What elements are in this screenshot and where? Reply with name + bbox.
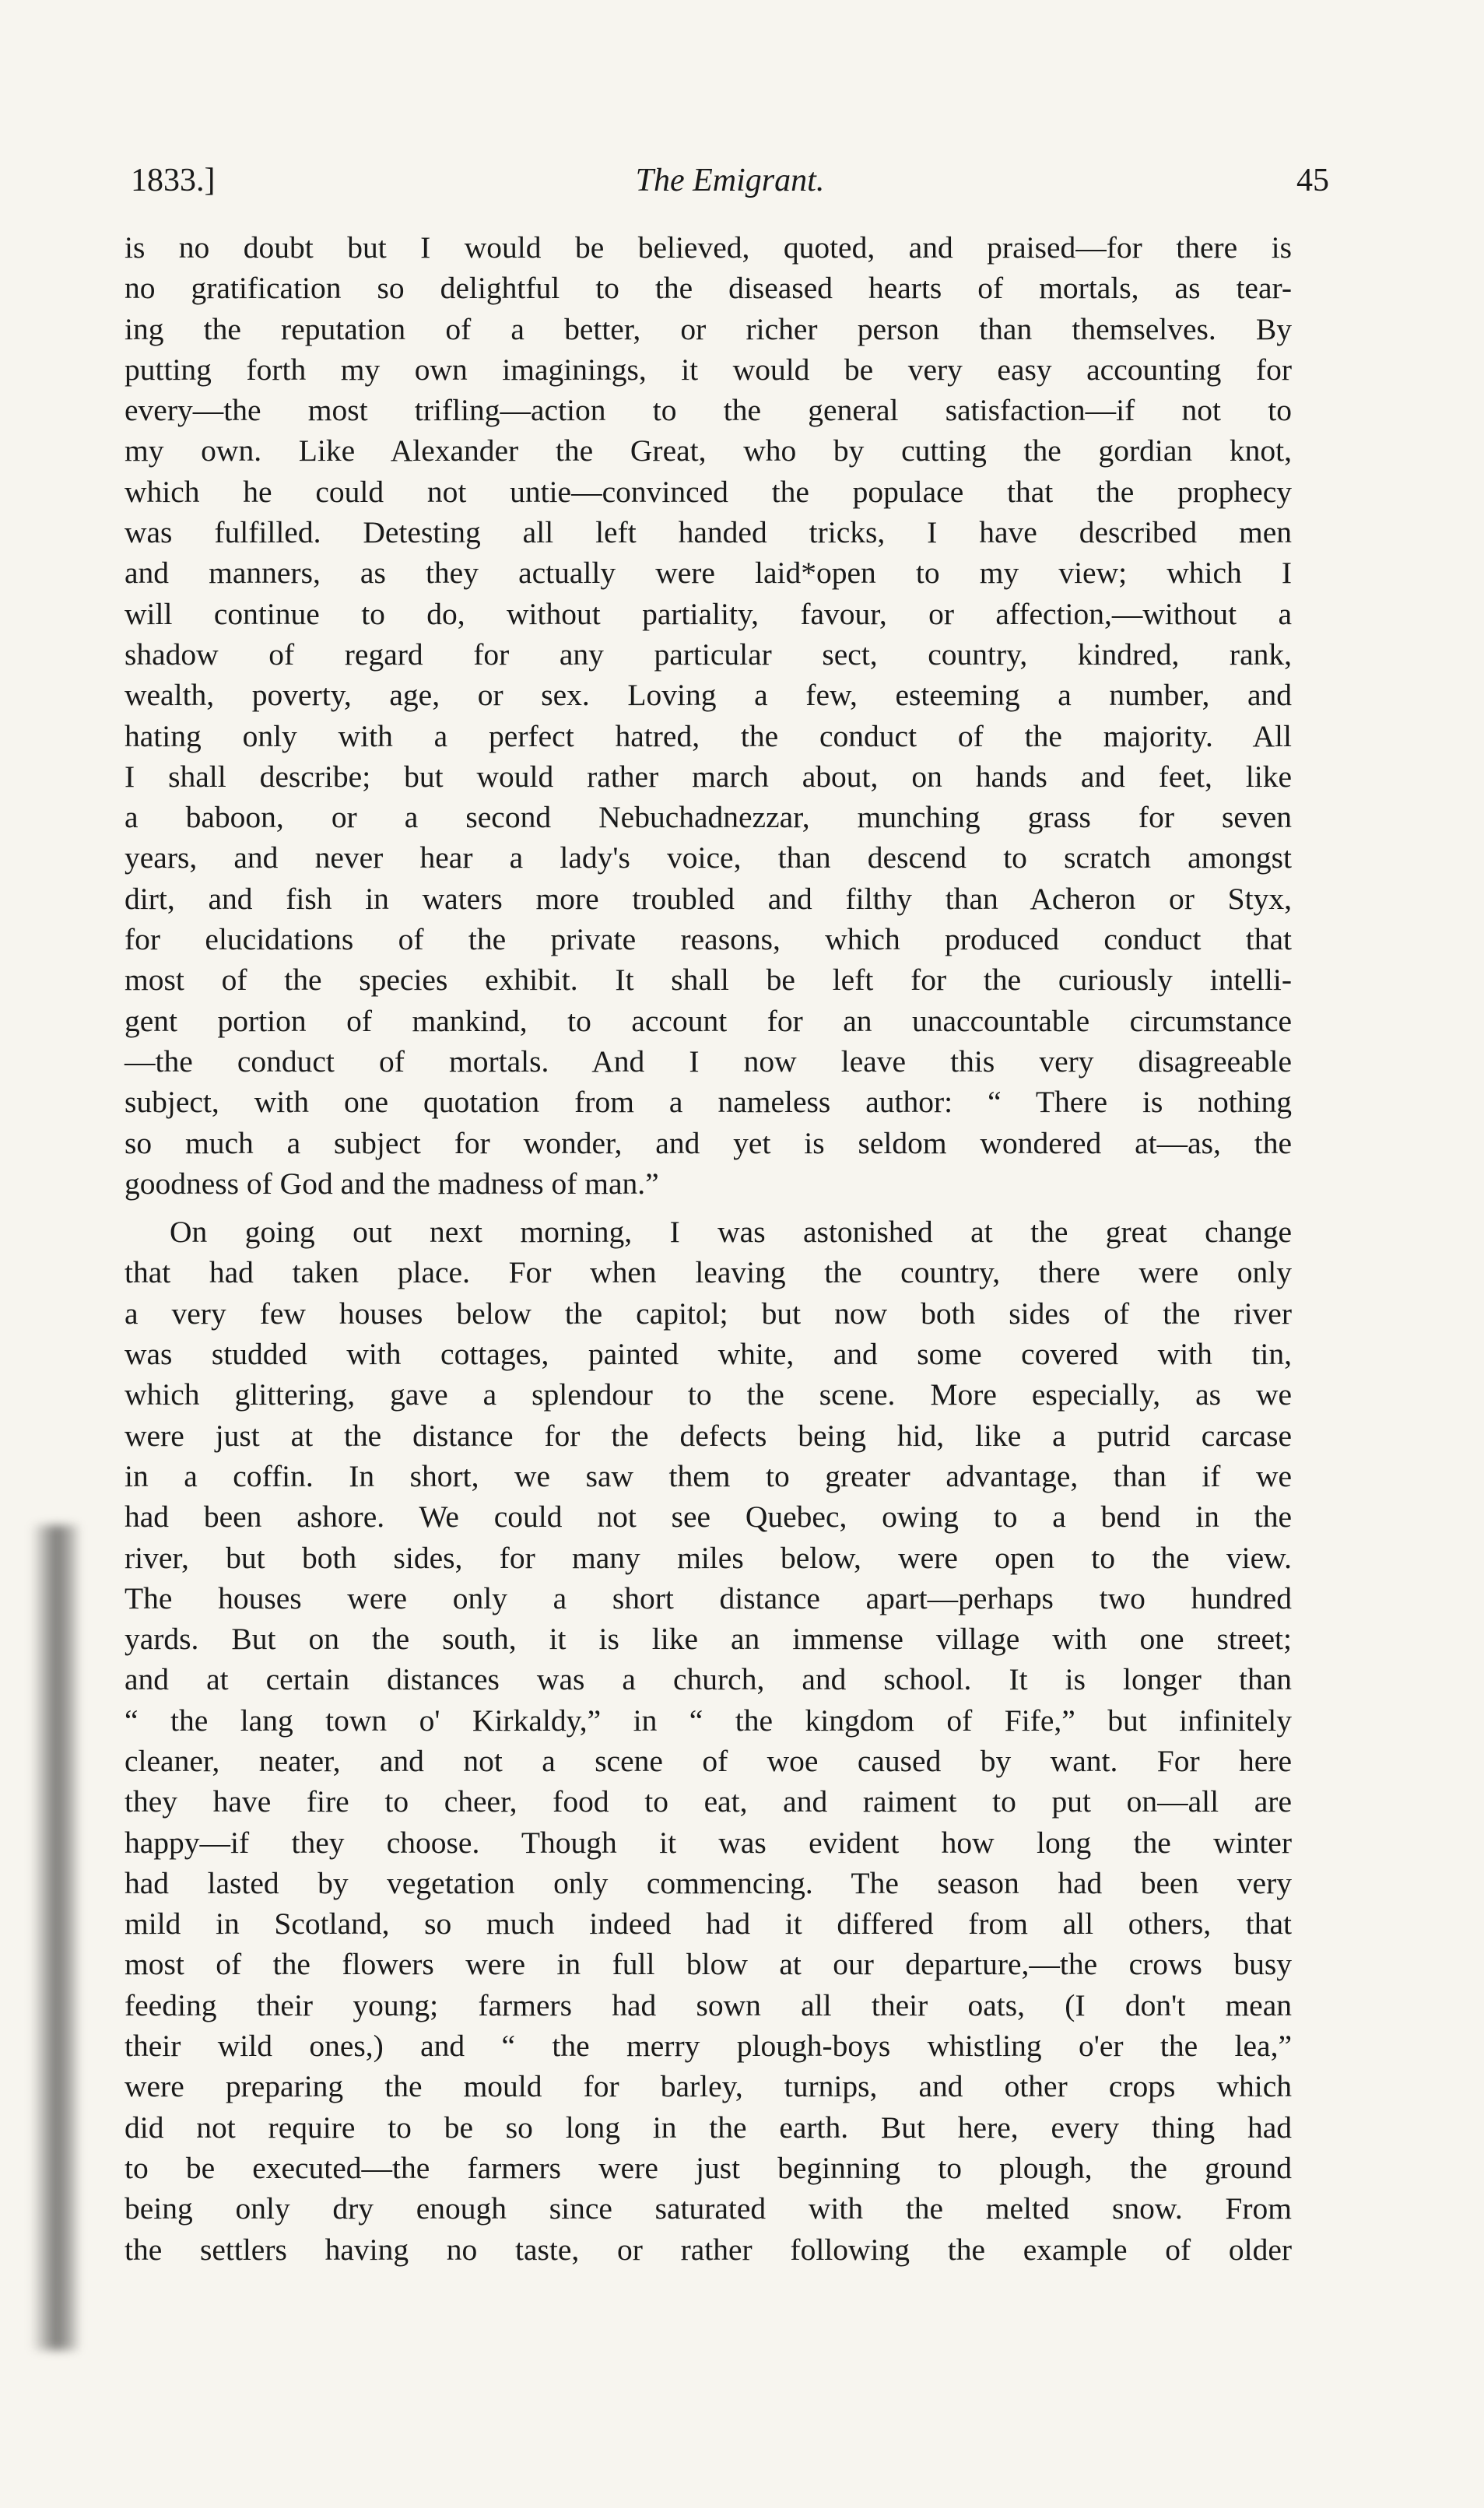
text-line: that had taken place. For when leaving the country, there were only — [125, 1255, 1292, 1290]
text-line: gent portion of mankind, to account for an unaccountable circumstance — [125, 1003, 1292, 1038]
text-line: which glittering, gave a splendour to the scene. More especially, as we — [125, 1377, 1292, 1412]
text-line: their wild ones,) and “ the merry plough-boys whistling o'er the lea,” — [125, 2029, 1292, 2064]
text-line: so much a subject for wonder, and yet is seldom wondered at—as, the — [125, 1125, 1292, 1160]
text-line: The houses were only a short distance apart—perhaps two hundred — [125, 1580, 1292, 1615]
text-line: was fulfilled. Detesting all left handed tricks, I have described men — [125, 515, 1292, 550]
text-line: goodness of God and the madness of man.” — [125, 1166, 659, 1201]
text-line: a very few houses below the capitol; but now both sides of the river — [125, 1296, 1292, 1331]
text-line: the settlers having no taste, or rather following the example of older — [125, 2232, 1292, 2267]
text-line: were preparing the mould for barley, turnips, and other crops which — [125, 2069, 1292, 2104]
header-year: 1833.] — [131, 163, 216, 198]
text-line: and manners, as they actually were laid*open to my view; which I — [125, 556, 1292, 591]
page-number: 45 — [1296, 163, 1329, 198]
text-line: wealth, poverty, age, or sex. Loving a few, esteeming a number, and — [125, 678, 1292, 713]
text-line: which he could not untie—convinced the populace that the prophecy — [125, 474, 1292, 509]
text-line: had been ashore. We could not see Quebec, owing to a bend in the — [125, 1500, 1292, 1535]
text-line: did not require to be so long in the earth. But here, every thing had — [125, 2110, 1292, 2145]
text-line: river, but both sides, for many miles below, were open to the view. — [125, 1540, 1292, 1575]
text-line: had lasted by vegetation only commencing. The season had been very — [125, 1865, 1292, 1900]
binding-shadow — [31, 1525, 78, 2350]
text-line: subject, with one quotation from a nameless author: “ There is nothing — [125, 1085, 1292, 1120]
text-line: ing the reputation of a better, or richer person than themselves. By — [125, 311, 1292, 346]
text-line: will continue to do, without partiality, favour, or affection,—without a — [125, 596, 1292, 631]
text-line: most of the flowers were in full blow at our departure,—the crows busy — [125, 1947, 1292, 1982]
text-line: most of the species exhibit. It shall be left for the curiously intelli- — [125, 963, 1292, 998]
text-line: was studded with cottages, painted white, and some covered with tin, — [125, 1337, 1292, 1372]
running-header — [131, 162, 1329, 209]
paragraph — [125, 1212, 1292, 2270]
text-line: were just at the distance for the defects being hid, like a putrid carcase — [125, 1418, 1292, 1453]
text-line: years, and never hear a lady's voice, than descend to scratch amongst — [125, 840, 1292, 875]
text-line: feeding their young; farmers had sown all their oats, (I don't mean — [125, 1987, 1292, 2022]
text-line: in a coffin. In short, we saw them to greater advantage, than if we — [125, 1458, 1292, 1493]
text-line: happy—if they choose. Though it was evident how long the winter — [125, 1825, 1292, 1860]
text-line: to be executed—the farmers were just beginning to plough, the ground — [125, 2150, 1292, 2185]
text-line: shadow of regard for any particular sect, country, kindred, rank, — [125, 637, 1292, 672]
text-line: every—the most trifling—action to the general satisfaction—if not to — [125, 393, 1292, 428]
text-line: putting forth my own imaginings, it would be very easy accounting for — [125, 352, 1292, 387]
text-line: —the conduct of mortals. And I now leave this very disagreeable — [125, 1044, 1292, 1079]
text-line: a baboon, or a second Nebuchadnezzar, munching grass for seven — [125, 800, 1292, 835]
text-line: dirt, and fish in waters more troubled and filthy than Acheron or Styx, — [125, 881, 1292, 916]
text-line: On going out next morning, I was astonished at the great change — [170, 1215, 1292, 1250]
text-line: is no doubt but I would be believed, quoted, and praised—for there is — [125, 230, 1292, 265]
paragraph-gap — [125, 1204, 1292, 1212]
text-line: for elucidations of the private reasons, which produced conduct that — [125, 922, 1292, 957]
body-text — [125, 227, 1292, 2270]
header-title: The Emigrant. — [635, 163, 825, 198]
text-line: my own. Like Alexander the Great, who by cutting the gordian knot, — [125, 433, 1292, 468]
paragraph — [125, 227, 1292, 1204]
text-line: they have fire to cheer, food to eat, and raiment to put on—all are — [125, 1784, 1292, 1819]
text-line: yards. But on the south, it is like an immense village with one street; — [125, 1622, 1292, 1657]
text-line: cleaner, neater, and not a scene of woe caused by want. For here — [125, 1743, 1292, 1778]
text-line: being only dry enough since saturated with the melted snow. From — [125, 2191, 1292, 2226]
text-line: and at certain distances was a church, and school. It is longer than — [125, 1662, 1292, 1697]
text-line: no gratification so delightful to the diseased hearts of mortals, as tear- — [125, 271, 1292, 306]
text-line: hating only with a perfect hatred, the conduct of the majority. All — [125, 718, 1292, 753]
text-line: I shall describe; but would rather march about, on hands and feet, like — [125, 759, 1292, 794]
text-line: mild in Scotland, so much indeed had it differed from all others, that — [125, 1906, 1292, 1942]
text-line: “ the lang town o' Kirkaldy,” in “ the kingdom of Fife,” but infinitely — [125, 1703, 1292, 1738]
